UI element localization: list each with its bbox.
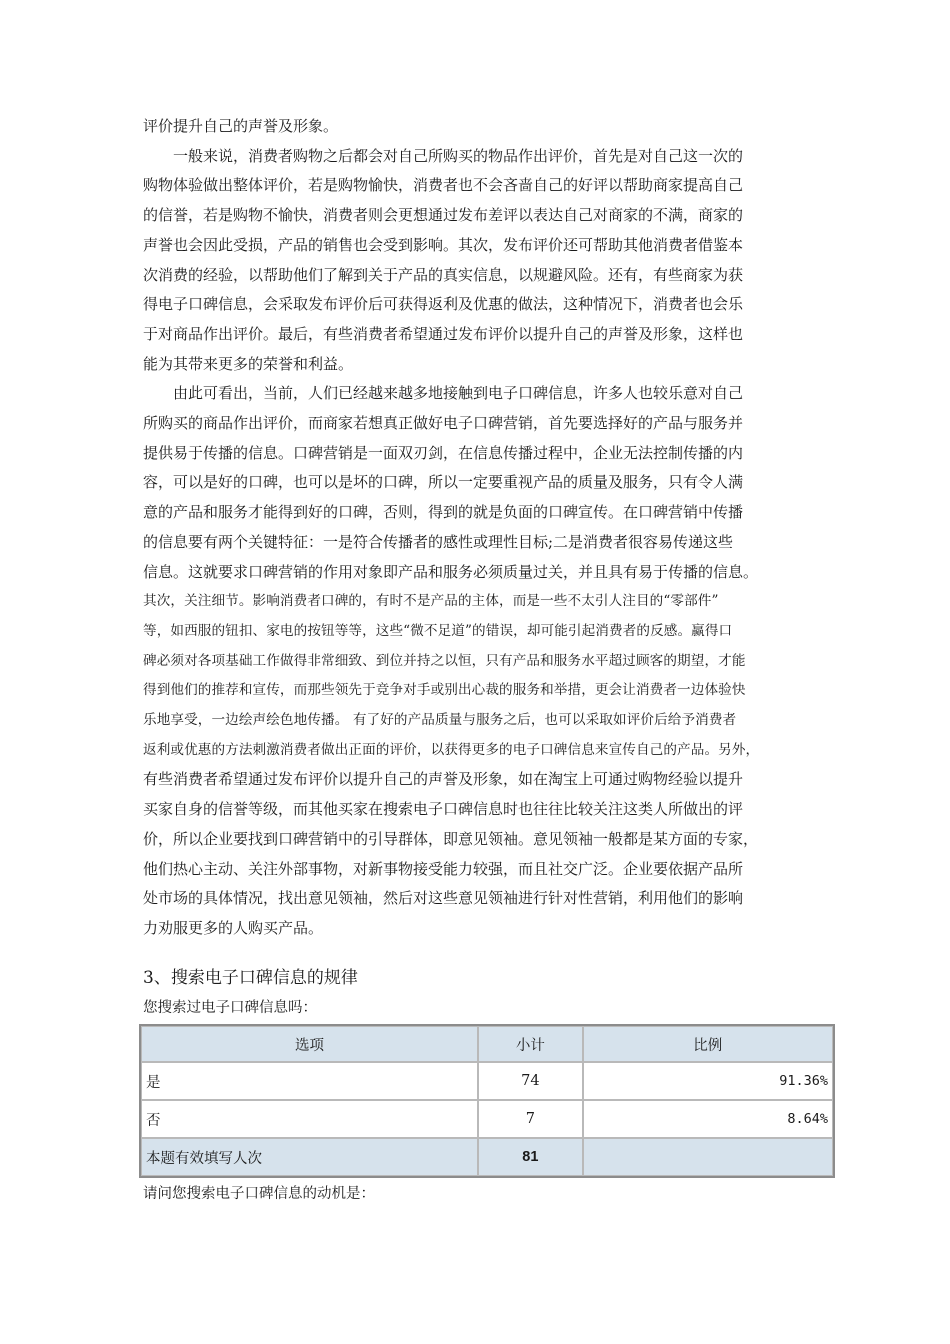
table-row: [141, 1100, 833, 1138]
paragraph-line: 意的产品和服务才能得到好的口碑，否则，得到的就是负面的口碑宣传。在口碑营销中传播: [143, 503, 744, 522]
paragraph-line: 由此可看出，当前，人们已经越来越多地接触到电子口碑信息，许多人也较乐意对自己: [143, 384, 744, 403]
header-option: 选项: [141, 1026, 478, 1062]
paragraph-line: 声誉也会因此受损，产品的销售也会受到影响。其次，发布评价还可帮助其他消费者借鉴本: [143, 235, 744, 254]
table-row: [141, 1062, 833, 1100]
total-label: 本题有效填写人次: [141, 1138, 478, 1176]
paragraph-line: 于对商品作出评价。最后，有些消费者希望通过发布评价以提升自己的声誉及形象，这样也: [143, 324, 744, 343]
header-ratio: 比例: [583, 1026, 833, 1062]
paragraph-line: 乐地享受，一边绘声绘色地传播。 有了好的产品质量与服务之后，也可以采取如评价后给予消费者: [143, 712, 737, 729]
total-empty-cell: [583, 1138, 833, 1176]
paragraph-line: 等，如西服的钮扣、家电的按钮等等，这些“微不足道”的错误，却可能引起消费者的反感。赢得口: [143, 622, 733, 639]
header-count: 小计: [478, 1026, 583, 1062]
paragraph-line: 得电子口碑信息，会采取发布评价后可获得返利及优惠的做法，这种情况下，消费者也会乐: [143, 295, 744, 314]
paragraph-line: 所购买的商品作出评价，而商家若想真正做好电子口碑营销，首先要选择好的产品与服务并: [143, 414, 744, 433]
paragraph-line: 容，可以是好的口碑，也可以是坏的口碑，所以一定要重视产品的质量及服务，只有令人满: [143, 473, 744, 492]
table-header-row: [141, 1026, 833, 1062]
paragraph-line: 一般来说，消费者购物之后都会对自己所购买的物品作出评价，首先是对自己这一次的: [143, 146, 744, 165]
option-cell: 否: [141, 1100, 478, 1138]
option-cell: 是: [141, 1062, 478, 1100]
table-total-row: [141, 1138, 833, 1176]
section-heading: 3、搜索电子口碑信息的规律: [143, 968, 358, 988]
ratio-cell: 8.64%: [583, 1100, 833, 1138]
survey-question: 请问您搜索电子口碑信息的动机是：: [143, 1186, 375, 1202]
ratio-cell: 91.36%: [583, 1062, 833, 1100]
paragraph-line: 碑必须对各项基础工作做得非常细致、到位并持之以恒，只有产品和服务水平超过顾客的期望，才能: [143, 652, 746, 669]
total-count: 81: [478, 1138, 583, 1176]
paragraph-line: 的信誉，若是购物不愉快，消费者则会更想通过发布差评以表达自己对商家的不满，商家的: [143, 206, 744, 225]
paragraph-line: 返利或优惠的方法刺激消费者做出正面的评价，以获得更多的电子口碑信息来宣传自己的产品。另外，: [143, 741, 760, 758]
paragraph-line: 能为其带来更多的荣誉和利益。: [143, 354, 354, 373]
paragraph-line: 力劝服更多的人购买产品。: [143, 918, 324, 937]
paragraph-line: 有些消费者希望通过发布评价以提升自己的声誉及形象，如在淘宝上可通过购物经验以提升: [143, 770, 744, 789]
paragraph-line: 他们热心主动、关注外部事物，对新事物接受能力较强，而且社交广泛。企业要依据产品所: [143, 859, 744, 878]
paragraph-line: 买家自身的信誉等级，而其他买家在搜索电子口碑信息时也往往比较关注这类人所做出的评: [143, 800, 744, 819]
paragraph-line: 次消费的经验，以帮助他们了解到关于产品的真实信息，以规避风险。还有，有些商家为获: [143, 265, 744, 284]
paragraph-line: 购物体验做出整体评价，若是购物愉快，消费者也不会吝啬自己的好评以帮助商家提高自己: [143, 176, 744, 195]
paragraph-line: 评价提升自己的声誉及形象。: [143, 117, 339, 135]
paragraph-line: 提供易于传播的信息。口碑营销是一面双刃剑，在信息传播过程中，企业无法控制传播的内: [143, 443, 744, 462]
count-cell: 7: [478, 1100, 583, 1138]
paragraph-line: 处市场的具体情况，找出意见领袖，然后对这些意见领袖进行针对性营销，利用他们的影响: [143, 889, 744, 908]
paragraph-line: 信息。这就要求口碑营销的作用对象即产品和服务必须质量过关，并且具有易于传播的信息。: [143, 562, 759, 581]
body-text: [143, 112, 807, 944]
paragraph-line: 价，所以企业要找到口碑营销中的引导群体，即意见领袖。意见领袖一般都是某方面的专家，: [143, 829, 759, 848]
paragraph-line: 的信息要有两个关键特征：一是符合传播者的感性或理性目标;二是消费者很容易传递这些: [143, 532, 734, 551]
survey-result-table: [139, 1024, 835, 1178]
paragraph-line: 其次，关注细节。影响消费者口碑的，有时不是产品的主体，而是一些不太引人注目的“零部件”: [143, 593, 719, 610]
count-cell: 74: [478, 1062, 583, 1100]
survey-question: 您搜索过电子口碑信息吗：: [143, 1000, 317, 1016]
paragraph-line: 得到他们的推荐和宣传，而那些领先于竞争对手或别出心裁的服务和举措，更会让消费者一边体验快: [143, 682, 746, 699]
